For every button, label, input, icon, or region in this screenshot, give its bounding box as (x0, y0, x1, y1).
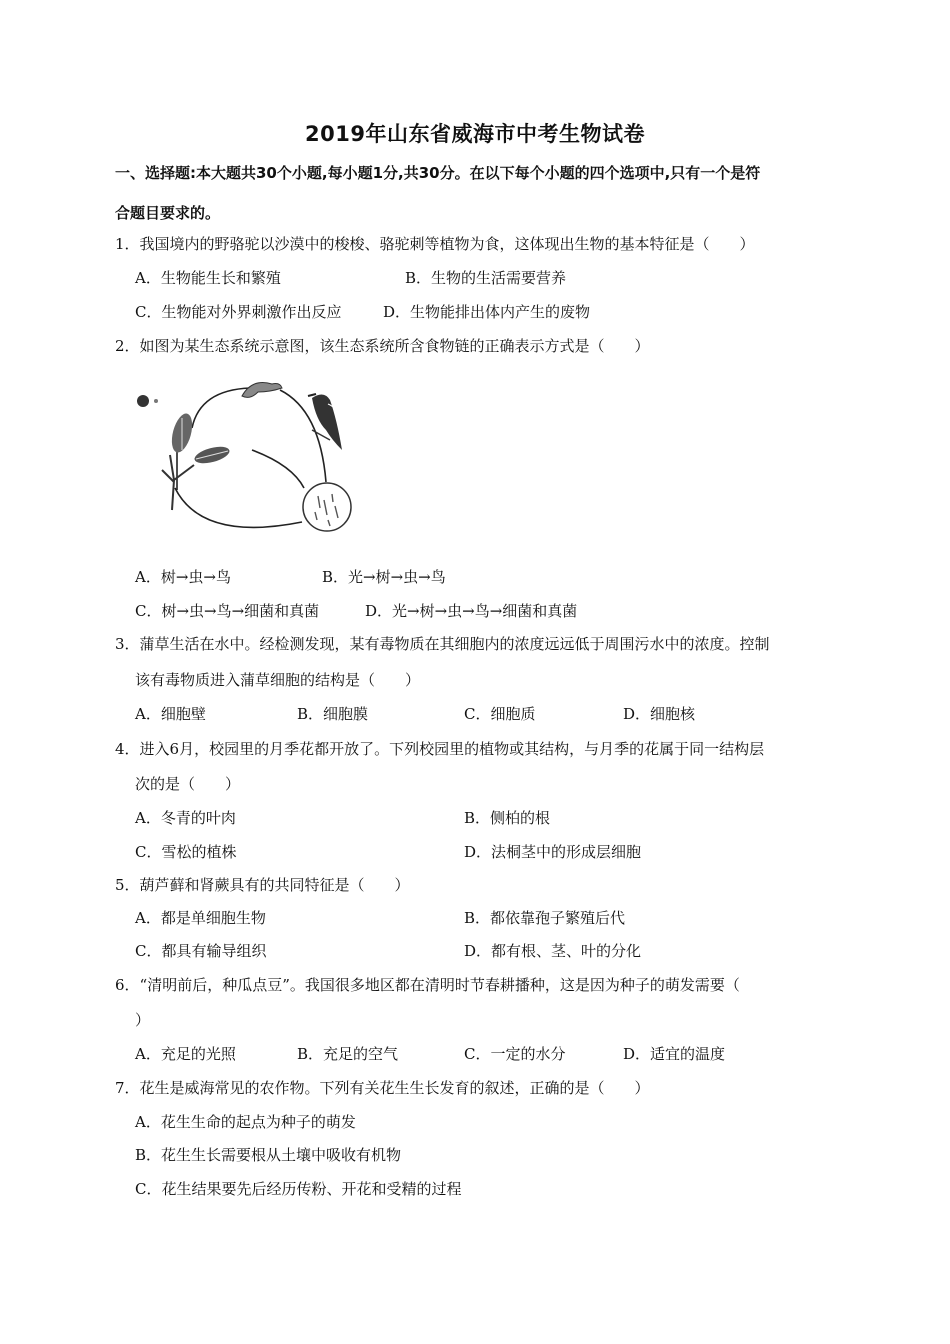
question-7-option-a: A．花生生命的起点为种子的萌发 (135, 1113, 356, 1131)
question-6-stem-line2: ） (135, 1011, 151, 1029)
question-6-option-d: D．适宜的温度 (623, 1045, 726, 1063)
question-7-stem: 7．花生是威海常见的农作物。下列有关花生生长发育的叙述，正确的是（ ） (115, 1079, 650, 1097)
question-4-stem-line1: 4．进入6月，校园里的月季花都开放了。下列校园里的植物或其结构，与月季的花属于同一结构层 (115, 740, 765, 758)
question-1-option-c: C．生物能对外界刺激作出反应 (135, 303, 342, 321)
insect-icon (242, 383, 282, 398)
section-heading-line2: 合题目要求的。 (115, 204, 221, 222)
question-3-option-b: B．细胞膜 (297, 705, 369, 723)
question-5-option-d: D．都有根、茎、叶的分化 (464, 942, 642, 960)
question-5-option-a: A．都是单细胞生物 (135, 909, 266, 927)
question-7-option-b: B．花生生长需要根从土壤中吸收有机物 (135, 1146, 402, 1164)
question-1-option-b: B．生物的生活需要营养 (405, 269, 567, 287)
question-2-option-d: D．光→树→虫→鸟→细菌和真菌 (365, 602, 578, 620)
question-4-option-d: D．法桐茎中的形成层细胞 (464, 843, 642, 861)
question-5-stem: 5．葫芦藓和肾蕨具有的共同特征是（ ） (115, 876, 410, 894)
exam-title: 2019年山东省威海市中考生物试卷 (305, 122, 645, 146)
question-4-option-c: C．雪松的植株 (135, 843, 237, 861)
question-4-option-a: A．冬青的叶肉 (135, 809, 236, 827)
question-5-option-c: C．都具有输导组织 (135, 942, 267, 960)
question-4-option-b: B．侧柏的根 (464, 809, 551, 827)
question-3-stem-line2: 该有毒物质进入蒲草细胞的结构是（ ） (135, 671, 421, 689)
question-7-option-c: C．花生结果要先后经历传粉、开花和受精的过程 (135, 1180, 462, 1198)
question-3-option-c: C．细胞质 (464, 705, 536, 723)
question-6-option-a: A．充足的光照 (135, 1045, 236, 1063)
question-5-option-b: B．都依靠孢子繁殖后代 (464, 909, 626, 927)
bird-icon (308, 394, 342, 450)
question-1-option-d: D．生物能排出体内产生的废物 (383, 303, 591, 321)
bacteria-fungi-icon (303, 483, 351, 531)
question-3-option-d: D．细胞核 (623, 705, 696, 723)
question-3-stem-line1: 3．蒲草生活在水中。经检测发现，某有毒物质在其细胞内的浓度远远低于周围污水中的浓度。控制 (115, 635, 770, 653)
tree-icon (162, 411, 231, 510)
question-4-stem-line2: 次的是（ ） (135, 775, 241, 793)
sun-icon (137, 395, 158, 407)
question-3-option-a: A．细胞壁 (135, 705, 206, 723)
ecosystem-diagram (132, 370, 362, 540)
question-2-option-b: B．光→树→虫→鸟 (322, 568, 446, 586)
question-1-stem: 1．我国境内的野骆驼以沙漠中的梭梭、骆驼刺等植物为食，这体现出生物的基本特征是（ ） (115, 235, 755, 253)
question-6-stem-line1: 6．“清明前后，种瓜点豆”。我国很多地区都在清明时节春耕播种，这是因为种子的萌发需要（ (115, 976, 740, 994)
question-6-option-b: B．充足的空气 (297, 1045, 399, 1063)
question-2-option-c: C．树→虫→鸟→细菌和真菌 (135, 602, 320, 620)
section-heading-line1: 一、选择题:本大题共30个小题,每小题1分,共30分。在以下每个小题的四个选项中,只有一个是符 (115, 164, 761, 182)
question-6-option-c: C．一定的水分 (464, 1045, 566, 1063)
question-2-stem: 2．如图为某生态系统示意图，该生态系统所含食物链的正确表示方式是（ ） (115, 337, 650, 355)
question-2-option-a: A．树→虫→鸟 (135, 568, 231, 586)
question-1-option-a: A．生物能生长和繁殖 (135, 269, 281, 287)
